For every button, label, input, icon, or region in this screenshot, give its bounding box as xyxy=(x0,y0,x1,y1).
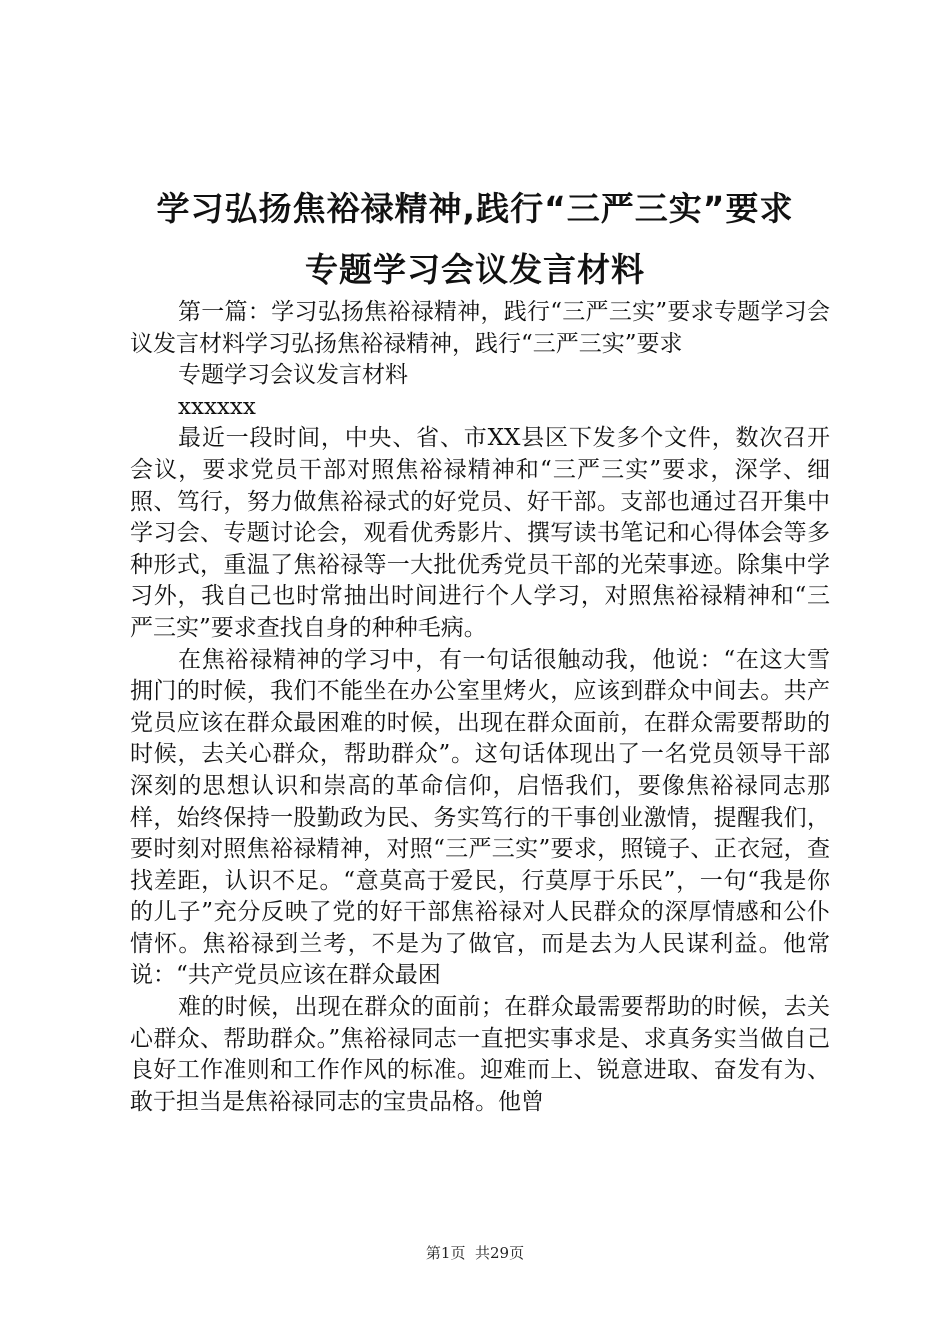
page-number-footer: 第1页 共29页 xyxy=(425,1244,525,1262)
paragraph-body-1: 最近一段时间，中央、省、市XX县区下发多个文件，数次召开会议，要求党员干部对照焦裕禄精神和“三严三实”要求，深学、细照、笃行，努力做焦裕禄式的好党员、好干部。支部也通过召开集中学习会、专题讨论会，观看优秀影片、撰写读书笔记和心得体会等多种形式，重温了焦裕禄等一大批优秀党员干部的光荣事迹。除集中学习外，我自己也时常抽出时间进行个人学习，对照焦裕禄精神和“三严三实”要求查找自身的种种毛病。 xyxy=(130,425,830,641)
paragraph-intro: 第一篇：学习弘扬焦裕禄精神，践行“三严三实”要求专题学习会议发言材料学习弘扬焦裕禄精神，践行“三严三实”要求 xyxy=(130,299,830,357)
paragraph-author: xxxxxx xyxy=(178,393,256,420)
paragraph-subtitle: 专题学习会议发言材料 xyxy=(178,362,408,389)
document-body xyxy=(130,297,830,1118)
document-title-line-1: 学习弘扬焦裕禄精神,践行“三严三实”要求 xyxy=(156,189,794,228)
document-title-line-2: 专题学习会议发言材料 xyxy=(305,250,645,289)
paragraph-body-3: 难的时候，出现在群众的面前；在群众最需要帮助的时候，去关心群众、帮助群众。”焦裕禄同志一直把实事求是、求真务实当做自己良好工作准则和工作作风的标准。迎难而上、锐意进取、奋发有为、敢于担当是焦裕禄同志的宝贵品格。他曾 xyxy=(130,994,830,1115)
paragraph-body-2: 在焦裕禄精神的学习中，有一句话很触动我，他说：“在这大雪拥门的时候，我们不能坐在办公室里烤火，应该到群众中间去。共产党员应该在群众最困难的时候，出现在群众面前，在群众需要帮助的时候，去关心群众，帮助群众”。这句话体现出了一名党员领导干部深刻的思想认识和崇高的革命信仰，启悟我们，要像焦裕禄同志那样，始终保持一股勤政为民、务实笃行的干事创业激情，提醒我们，要时刻对照焦裕禄精神，对照“三严三实”要求，照镜子、正衣冠，查找差距，认识不足。“意莫高于爱民，行莫厚于乐民”，一句“我是你的儿子”充分反映了党的好干部焦裕禄对人民群众的深厚情感和公仆情怀。焦裕禄到兰考，不是为了做官，而是去为人民谋利益。他常说：“共产党员应该在群众最困 xyxy=(130,646,830,989)
